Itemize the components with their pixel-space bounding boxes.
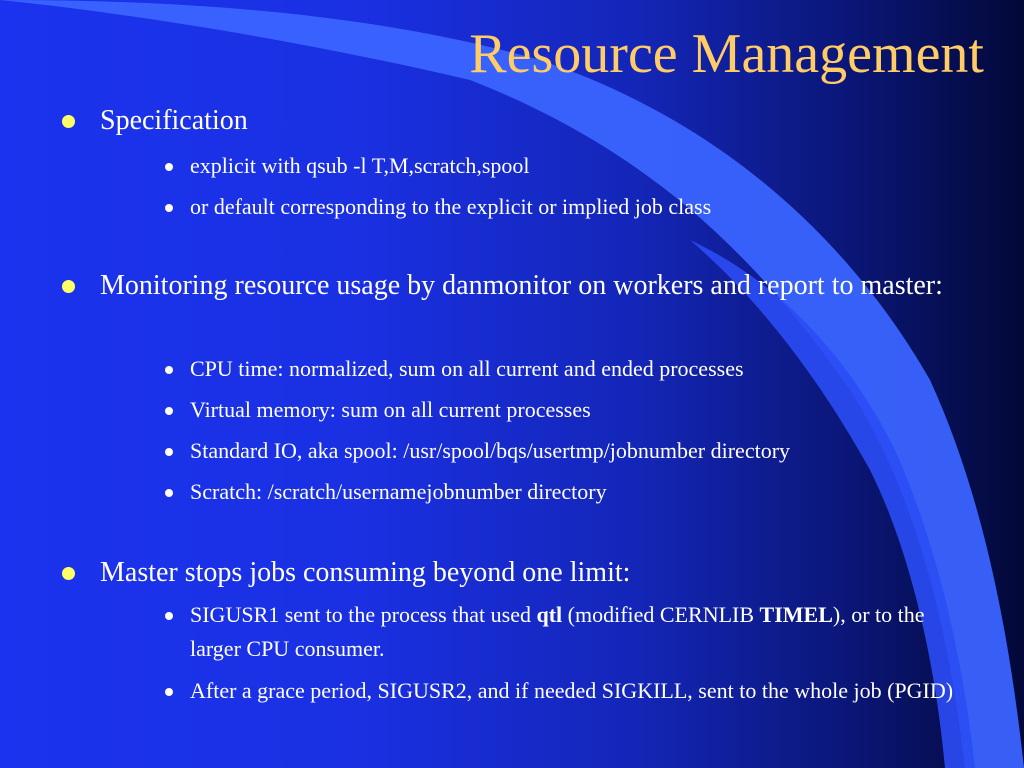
sub-bullet-text: After a grace period, SIGUSR2, and if needed SIGKILL, sent to the whole job (PGID)	[190, 678, 954, 703]
sub-bullet-dot	[165, 204, 173, 212]
sub-bullet-dot	[165, 612, 173, 620]
sub-bullet-standard-io	[162, 434, 972, 468]
sub-bullet-sigusr1	[162, 598, 972, 666]
bold-timel: TIMEL	[759, 602, 833, 627]
sub-bullet-scratch	[162, 475, 972, 509]
sub-bullet-text-part: (modified CERNLIB	[562, 602, 760, 627]
sub-bullet-text: or default corresponding to the explicit or implied job class	[190, 194, 712, 219]
bullet-text: Master stops jobs consuming beyond one limit:	[100, 557, 631, 588]
bold-qtl: qtl	[536, 602, 563, 627]
bullet-dot	[62, 115, 75, 128]
sub-bullet-text-part: SIGUSR1 sent to the process that used	[190, 602, 537, 627]
bullet-text: Monitoring resource usage by danmonitor on workers and report to master:	[100, 270, 943, 301]
bullet-dot	[62, 280, 75, 293]
sub-bullet-dot	[165, 688, 173, 696]
sub-bullet-explicit	[162, 149, 972, 183]
bullet-text: Specification	[100, 105, 248, 136]
sub-bullet-text: CPU time: normalized, sum on all current and ended processes	[190, 356, 744, 381]
sub-bullet-dot	[165, 407, 173, 415]
sub-bullet-grace-period	[162, 674, 972, 708]
bullet-dot	[62, 567, 75, 580]
sub-bullet-cpu-time	[162, 352, 972, 386]
sub-bullet-text: Standard IO, aka spool: /usr/spool/bqs/usertmp/jobnumber directory	[190, 438, 791, 463]
bullet-master-stops	[62, 555, 992, 590]
sub-bullet-text	[190, 598, 972, 666]
sub-bullet-dot	[165, 448, 173, 456]
sub-bullet-text: Scratch: /scratch/usernamejobnumber directory	[190, 479, 607, 504]
sub-bullet-dot	[165, 163, 173, 171]
sub-bullet-virtual-memory	[162, 393, 972, 427]
sub-bullet-dot	[165, 489, 173, 497]
sub-bullet-text: Virtual memory: sum on all current processes	[190, 397, 591, 422]
sub-bullet-default	[162, 190, 972, 224]
bullet-specification	[62, 103, 992, 138]
sub-bullet-text: explicit with qsub -l T,M,scratch,spool	[190, 153, 530, 178]
sub-bullet-dot	[165, 366, 173, 374]
sub-bullet-text-part: ), or to the larger CPU consumer.	[190, 602, 925, 661]
slide-title: Resource Management	[469, 23, 984, 85]
bullet-monitoring	[62, 268, 992, 303]
